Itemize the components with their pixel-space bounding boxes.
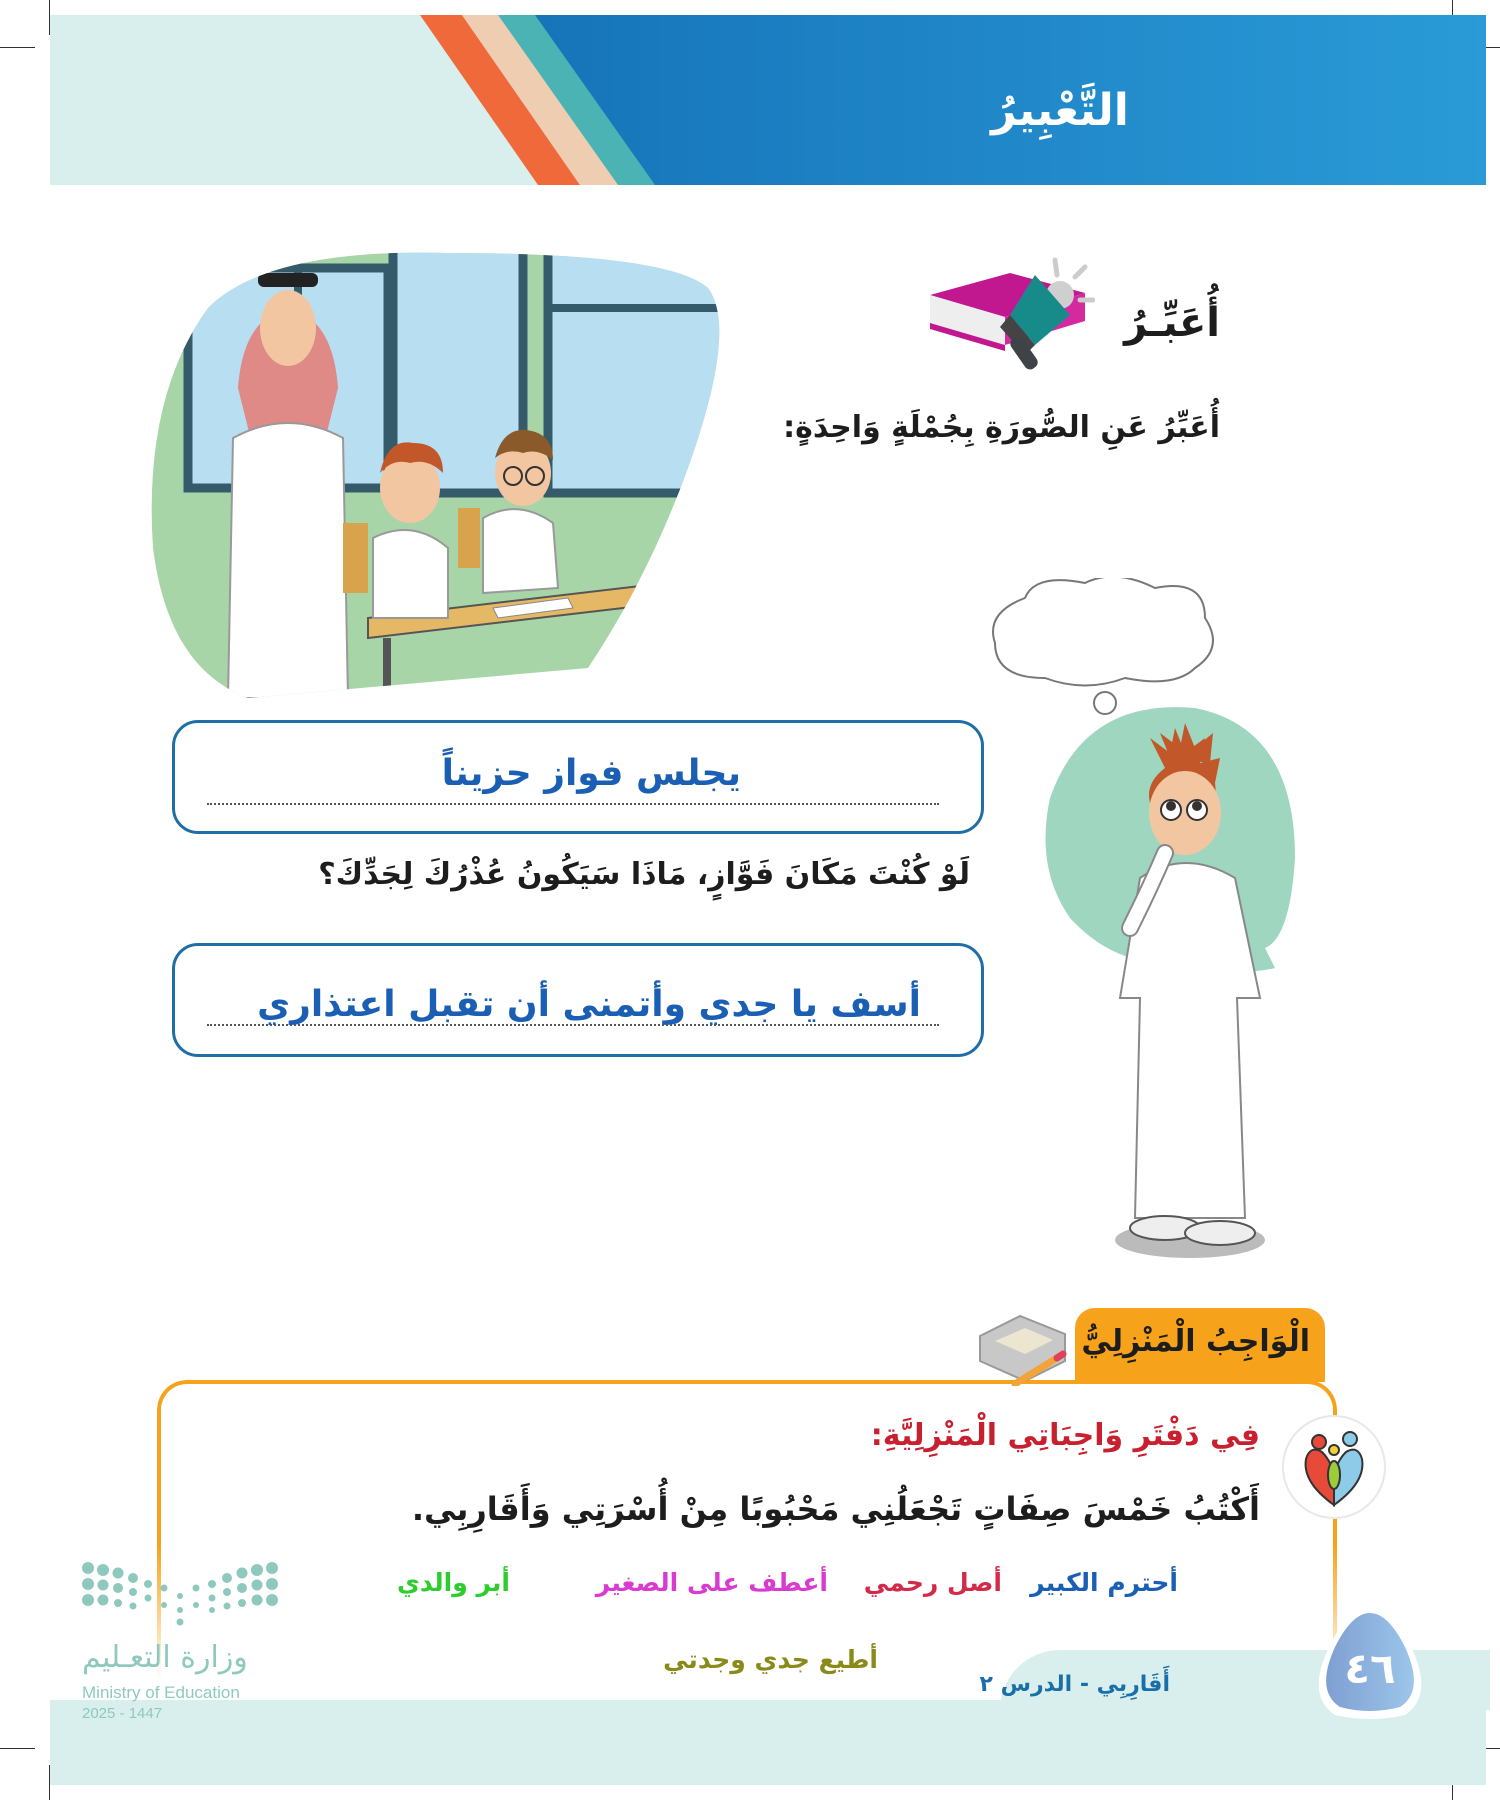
house-pencil-icon <box>975 1306 1075 1386</box>
page-number: ٤٦ <box>1344 1644 1396 1693</box>
answer-2-text: أسف يا جدي وأتمنى أن تقبل اعتذاري <box>257 984 921 1025</box>
classroom-illustration <box>148 248 728 698</box>
homework-task: أَكْتُبُ خَمْسَ صِفَاتٍ تَجْعَلُنِي مَحْبُوبًا مِنْ أُسْرَتِي وَأَقَارِبِي. <box>411 1490 1260 1528</box>
ministry-name-english: Ministry of Education <box>82 1683 240 1702</box>
answer-1-text: يجلس فواز حزيناً <box>441 753 741 794</box>
trait-kind-to-young: أعطف على الصغير <box>595 1568 828 1597</box>
edition-year: 2025 - 1447 <box>82 1705 163 1722</box>
footer-band <box>50 1700 1486 1785</box>
trait-honor-parents: أبر والدي <box>396 1568 510 1597</box>
homework-tab <box>1075 1308 1325 1382</box>
prompt-text: أُعَبِّرُ عَنِ الصُّورَةِ بِجُمْلَةٍ وَاحِدَةٍ: <box>783 410 1220 445</box>
homework-subtitle: فِي دَفْتَرِ وَاجِبَاتِي الْمَنْزِلِيَّةِ: <box>870 1418 1260 1453</box>
crop-mark <box>0 1748 35 1749</box>
header-banner <box>50 15 1486 185</box>
crop-mark <box>0 47 35 48</box>
banner-blue-panel <box>50 15 1486 185</box>
lesson-label: أَقَارِبِي - الدرس ٢ <box>979 1672 1170 1697</box>
ministry-name-arabic: وزارة التعـليم <box>82 1640 248 1675</box>
homework-tab-label: الْوَاجِبُ الْمَنْزِلِيُّ <box>1081 1324 1310 1359</box>
section-title: أُعَبِّـرُ <box>1124 300 1220 346</box>
trait-kinship: أصل رحمي <box>863 1568 1002 1597</box>
ministry-logo-dots <box>80 1560 280 1630</box>
page-title: التَّعْبِيرُ <box>991 85 1129 136</box>
thinking-boy-illustration <box>975 578 1315 1278</box>
book-megaphone-icon <box>925 255 1095 375</box>
question-text: لَوْ كُنْتَ مَكَانَ فَوَّازٍ، مَاذَا سَيَكُونُ عُذْرُكَ لِجَدِّكَ؟ <box>318 857 970 892</box>
page-number-badge <box>1310 1605 1430 1720</box>
family-heart-icon <box>1282 1415 1386 1519</box>
dotted-line <box>207 803 939 805</box>
answer-box-2[interactable] <box>172 943 984 1057</box>
trait-respect-elders: أحترم الكبير <box>1030 1568 1178 1597</box>
trait-obey-grandparents: أطيع جدي وجدتي <box>663 1645 878 1674</box>
answer-box-1[interactable] <box>172 720 984 834</box>
